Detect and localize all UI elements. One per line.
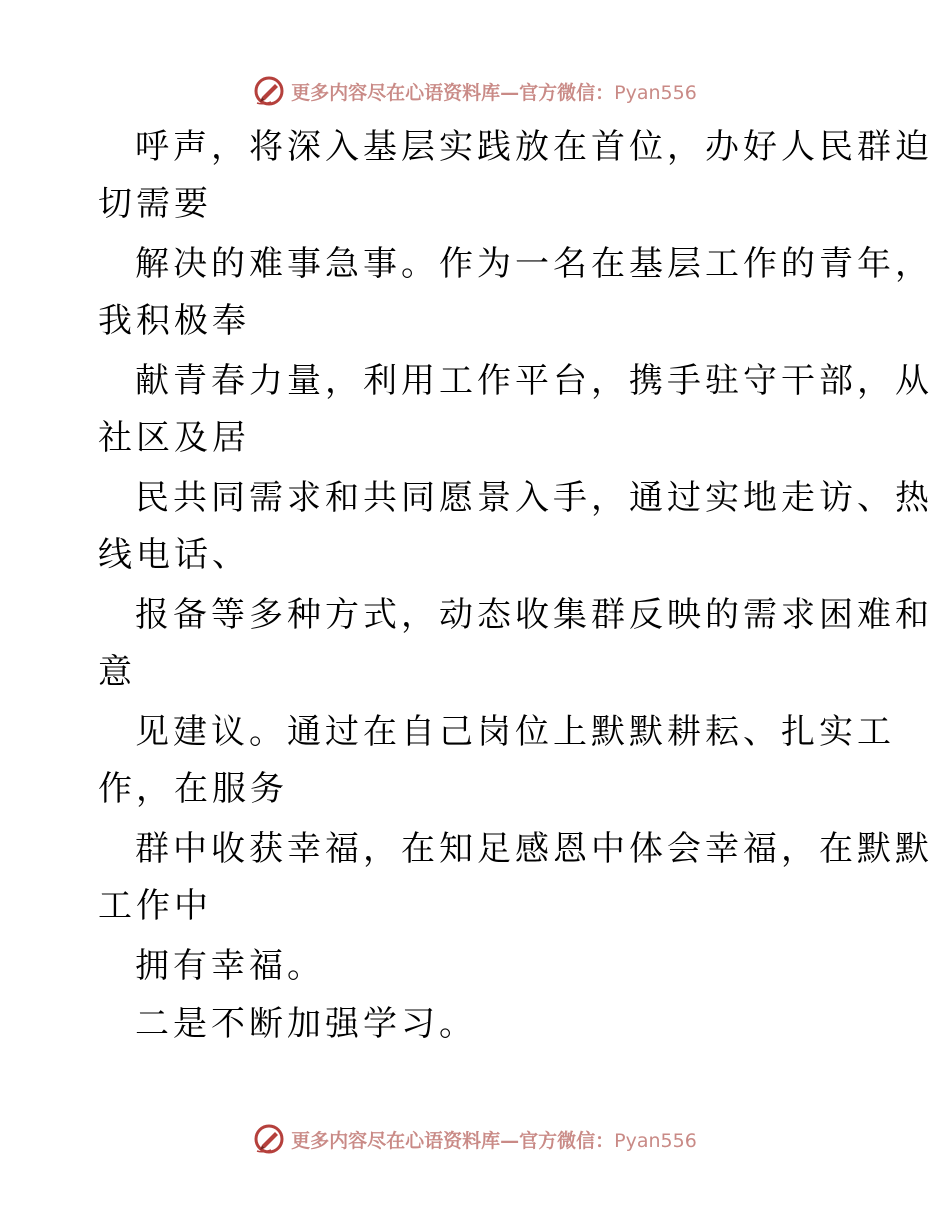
paragraph-line: 报备等多种方式，动态收集群反映的需求困难和: [135, 595, 933, 635]
paragraph-line: 我积极奉: [98, 301, 250, 341]
paragraph-line: 意: [98, 652, 136, 692]
watermark-text: 更多内容尽在心语资料库—官方微信：Pyan556: [291, 81, 697, 104]
paragraph-line: 民共同需求和共同愿景入手，通过实地走访、热: [135, 478, 933, 518]
paragraph-line: 二是不断加强学习。: [135, 1004, 477, 1044]
paragraph-line: 工作中: [98, 886, 212, 926]
paragraph-line: 献青春力量，利用工作平台，携手驻守干部，从: [135, 361, 933, 401]
paragraph-line: 作，在服务: [98, 769, 288, 809]
footer-watermark: [0, 1122, 950, 1156]
paragraph-line: 群中收获幸福，在知足感恩中体会幸福，在默默: [135, 829, 933, 869]
paragraph-line: 呼声，将深入基层实践放在首位，办好人民群迫: [135, 127, 933, 167]
paragraph-line: 线电话、: [98, 535, 250, 575]
paragraph-line: 解决的难事急事。作为一名在基层工作的青年，: [135, 244, 933, 284]
paragraph-line: 拥有幸福。: [135, 946, 325, 986]
watermark-text: 更多内容尽在心语资料库—官方微信：Pyan556: [291, 1129, 697, 1152]
pen-circle-logo-icon: [253, 1123, 285, 1155]
paragraph-line: 切需要: [98, 184, 212, 224]
paragraph-line: 社区及居: [98, 418, 250, 458]
paragraph-line: 见建议。通过在自己岗位上默默耕耘、扎实工: [135, 712, 895, 752]
